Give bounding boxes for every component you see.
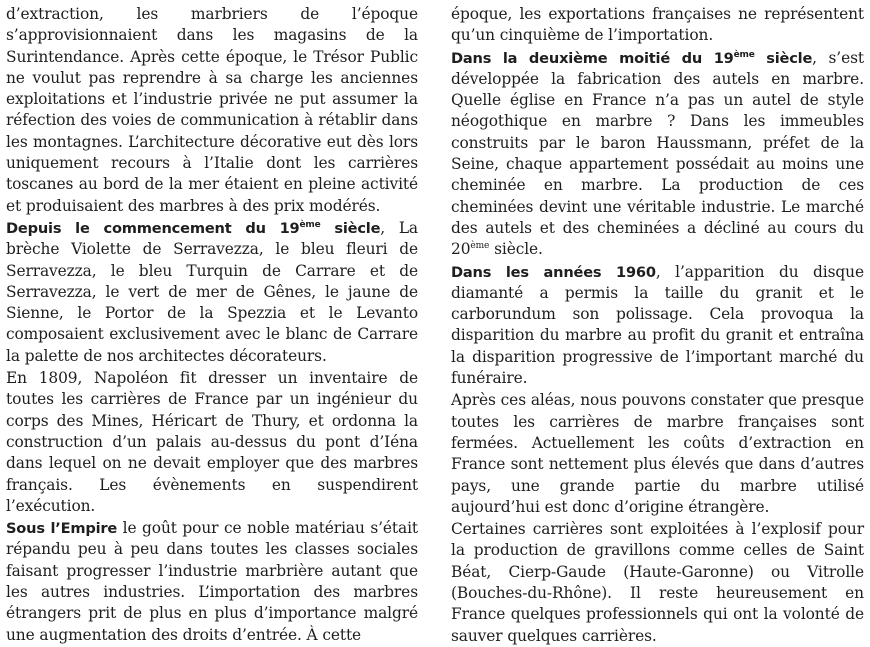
paragraph-19th-century-palette xyxy=(6,218,418,367)
paragraph-body: , s’est développée la fabrication des autels en marbre. Quelle église en France n’a pas un autel de style néogothique en marbre ? Dans les immeubles construits par le baron Haussmann, préfet de la Seine, chaque appartement possédait au moins une cheminée en marbre. La production de ces cheminées devint une véritable industrie. Le marché des autels et des cheminées a décliné au cours du 20 xyxy=(451,48,864,259)
paragraph-lead xyxy=(6,220,380,237)
paragraph-body: , La brèche Violette de Serravezza, le bleu fleuri de Serravezza, le bleu Turquin de Carrare et de Serravezza, le vert de mer de Gênes, le jaune de Sienne, le Portor de la Spezzia et le Levanto composaient exclusivement avec le blanc de Carrare la palette de nos architectes décorateurs. xyxy=(6,218,419,365)
superscript: ème xyxy=(733,49,755,60)
paragraph-body: , l’apparition du disque diamanté a permis la taille du granit et le carborundum son polissage. Cela provoqua la disparition du marbre au profit du granit et entraîna la disparition progressive de l’important marché du funéraire. xyxy=(451,262,864,388)
lead-text-end: siècle xyxy=(754,49,813,67)
lead-text-end: siècle xyxy=(320,219,381,237)
paragraph-altars-fireplaces xyxy=(451,48,864,261)
paragraph-exports: époque, les exportations françaises ne représentent qu’un cinquième de l’importation. xyxy=(451,5,864,45)
superscript: ème xyxy=(470,241,490,252)
paragraph-lead: Dans les années 1960 xyxy=(451,263,656,281)
paragraph-body-end: siècle. xyxy=(489,240,543,259)
lead-text: Depuis le commencement du 19 xyxy=(6,219,300,237)
right-column xyxy=(451,4,864,647)
paragraph-empire xyxy=(6,518,418,646)
paragraph-lead xyxy=(451,50,812,67)
paragraph-quarries-closed: Après ces aléas, nous pouvons constater que presque toutes les carrières de marbre françaises sont fermées. Actuellement les coûts d’extraction en France sont nettement plus élevés que dans d’autres pays, une grande partie du marbre utilisé aujourd’hui est donc d’origine étrangère. xyxy=(451,391,864,516)
superscript: ème xyxy=(299,220,321,231)
paragraph-napoleon: En 1809, Napoléon fit dresser un inventaire de toutes les carrières de France par un ingénieur du corps des Mines, Héricart de Thury, et ordonna la construction d’un palais au-dessus du pont d’Iéna dans lequel on ne devait employer que des marbres français. Les évènements en suspendirent l’exécution. xyxy=(6,369,418,515)
paragraph-body: le goût pour ce noble matériau s’était répandu peu à peu dans toutes les classes sociales faisant progresser l’industrie marbrière autant que les autres industries. L’importation des marbres étrangers prit de plus en plus d’importance malgré une augmentation des droits d’entrée. À cette xyxy=(6,519,418,644)
paragraph-1960s xyxy=(451,262,864,390)
paragraph-gravel-quarries: Certaines carrières sont exploitées à l’explosif pour la production de gravillons comme celles de Saint Béat, Cierp-Gaude (Haute-Garonne) ou Vitrolle (Bouches-du-Rhône). Il reste heureusement en France quelques professionnels qui ont la volonté de sauver quelques carrières. xyxy=(451,520,864,645)
left-column xyxy=(6,4,418,646)
paragraph-lead: Sous l’Empire xyxy=(6,520,118,538)
paragraph-surintendance: d’extraction, les marbriers de l’époque s’approvisionnaient dans les magasins de la Surintendance. Après cette époque, le Trésor Public ne voulut pas reprendre à sa charge les anciennes exploitations et l’industrie privée ne put assumer la réfection des voies de communication à rétablir dans les montagnes. L’architecture décorative eut dès lors uniquement recours à l’Italie dont les carrières toscanes au bord de la mer étaient en pleine activité et produisaient des marbres à des prix modérés. xyxy=(6,5,418,215)
lead-text: Dans la deuxième moitié du 19 xyxy=(451,49,734,67)
